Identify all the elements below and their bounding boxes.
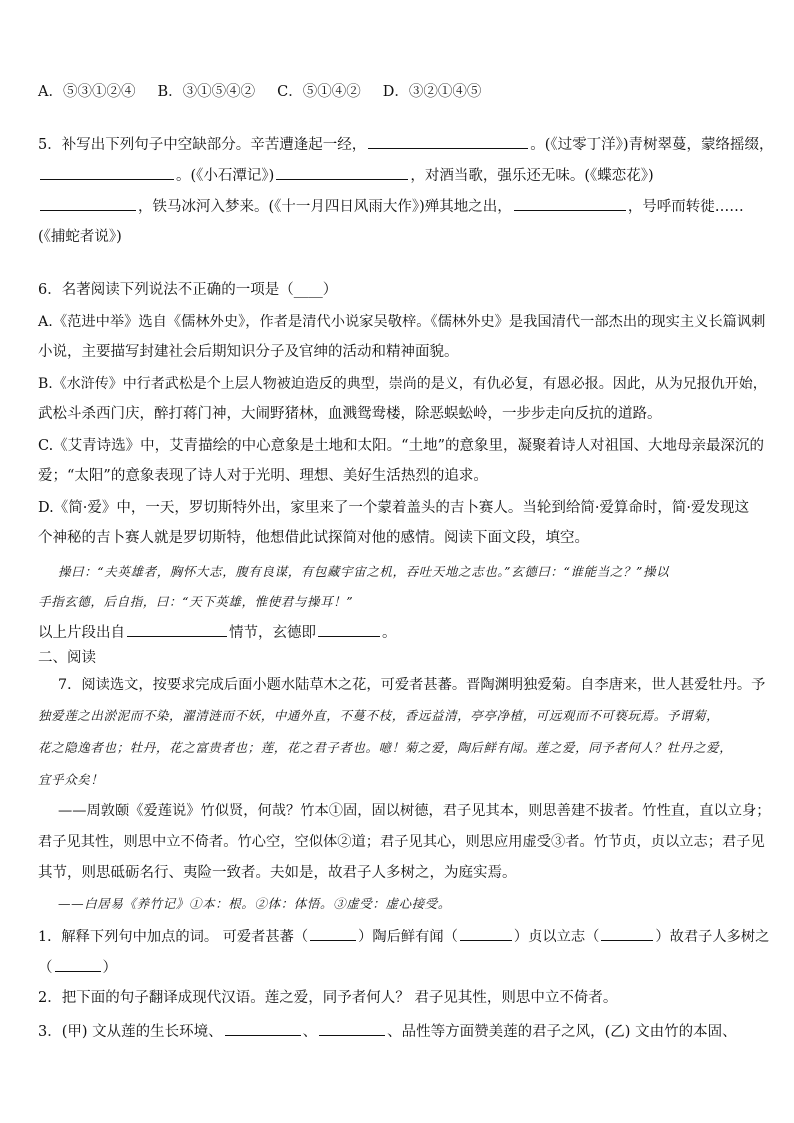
answer-blank[interactable] (40, 196, 136, 211)
sub2-line: 2．把下面的句子翻译成现代汉语。莲之爱，同予者何人？ 君子见其性，则思中立不倚者。 (38, 990, 618, 1006)
answer-blank[interactable] (55, 957, 101, 972)
q5-line-2: 。(《小石潭记》) ，对酒当歌，强乐还无味。(《蝶恋花》) (38, 165, 654, 186)
q6-option-c-1: C.《艾青诗选》中，艾青描绘的中心意象是土地和太阳。“土地”的意象里，凝聚着诗人对祖国、大地母亲最深沉的 (38, 438, 765, 454)
q7-line-5: ——周敦颐《爱莲说》竹似贤，何哉？竹本①固，固以树德，君子见其本，则思善建不拔者。竹性直，直以立身； (58, 803, 771, 819)
answer-blank[interactable] (460, 926, 512, 941)
q5-line-4: (《捕蛇者说》) (38, 229, 122, 245)
q6-stem: 6．名著阅读下列说法不正确的一项是（____） (38, 282, 338, 298)
q6-fill-line: 以上片段出自 情节，玄德即 。 (38, 622, 397, 643)
q7-line-3: 花之隐逸者也；牡丹，花之富贵者也；莲，花之君子者也。噫！菊之爱，陶后鲜有闻。莲之爱，同予者何人？牡丹之爱， (38, 740, 733, 755)
sub3-line: 3．(甲) 文从莲的生长环境、 、 、品性等方面赞美莲的君子之风，(乙) 文由竹的本固、 (38, 1021, 737, 1042)
answer-blank[interactable] (310, 926, 356, 941)
sub1-line-1: 1．解释下列句中加点的词。 可爱者甚蕃（ ）陶后鲜有闻（ ）贞以立志（ ）故君子人多树之 (38, 926, 769, 947)
answer-blank[interactable] (319, 1021, 385, 1036)
answer-blank[interactable] (368, 134, 528, 149)
q6-option-a-2: 小说，主要描写封建社会后期知识分子及官绅的活动和精神面貌。 (38, 344, 459, 360)
answer-blank[interactable] (225, 1021, 301, 1036)
answer-blank[interactable] (276, 165, 408, 180)
option-b: B．③①⑤④② (157, 84, 256, 100)
q7-line-7: 其节，则思砥砺名行、夷险一致者。夫如是，故君子人多树之，为庭实焉。 (38, 865, 517, 881)
q6-passage-1: 操曰：“夫英雄者，胸怀大志，腹有良谋，有包藏宇宙之机，吞吐天地之志也。”玄德曰：“谁能当之？”操以 (58, 564, 670, 579)
q5-line-3: ，铁马冰河入梦来。(《十一月四日风雨大作》)殚其地之出， ，号呼而转徙…… (38, 196, 744, 217)
q7-line-6: 君子见其性，则思中立不倚者。竹心空，空似体②道；君子见其心，则思应用虚受③者。竹节贞，贞以立志；君子见 (38, 834, 765, 850)
q6-passage-2: 手指玄德，后自指，曰：“天下英雄，惟使君与操耳！” (38, 594, 354, 609)
q6-option-c-2: 爱；“太阳”的意象表现了诗人对于光明、理想、美好生活热烈的追求。 (38, 468, 488, 484)
q6-option-d-2: 个神秘的吉卜赛人就是罗切斯特，他想借此试探简对他的感情。阅读下面文段，填空。 (38, 530, 589, 546)
sub1-line-2: （ ） (38, 957, 117, 978)
option-d: D．③②①④⑤ (382, 84, 482, 100)
q7-line-2: 独爱莲之出淤泥而不染，濯清涟而不妖，中通外直，不蔓不枝，香远益清，亭亭净植，可远观而不可亵玩焉。予谓菊， (38, 708, 720, 723)
q6-option-b-2: 武松斗杀西门庆，醉打蒋门神，大闹野猪林，血溅鸳鸯楼，除恶蜈蚣岭，一步步走向反抗的道路。 (38, 406, 662, 422)
option-c: C．⑤①④② (277, 84, 361, 100)
q6-option-d-1: D.《简·爱》中，一天，罗切斯特外出，家里来了一个蒙着盖头的吉卜赛人。当轮到给简·爱算命时，简·爱发现这 (38, 500, 750, 516)
q5-line-1: 5．补写出下列句子中空缺部分。辛苦遭逢起一经， 。(《过零丁洋》)青树翠蔓，蒙络摇缀， (38, 134, 774, 155)
q7-line-4: 宜乎众矣！ (38, 772, 104, 787)
option-a: A．⑤③①②④ (38, 84, 136, 100)
q7-notes: ——白居易《养竹记》①本：根。②体：体悟。③虚受：虚心接受。 (58, 896, 452, 911)
answer-blank[interactable] (514, 196, 626, 211)
q7-line-1: 7．阅读选文，按要求完成后面小题水陆草木之花，可爱者甚蕃。晋陶渊明独爱菊。自李唐来，世人甚爱牡丹。予 (58, 677, 766, 693)
answer-blank[interactable] (601, 926, 653, 941)
q6-option-b-1: B.《水浒传》中行者武松是个上层人物被迫造反的典型，崇尚的是义，有仇必复，有恩必报。因此，从为兄报仇开始， (38, 376, 767, 392)
q4-options (38, 82, 481, 102)
q6-option-a-1: A.《范进中举》选自《儒林外史》，作者是清代小说家吴敬梓。《儒林外史》是我国清代一部杰出的现实主义长篇讽刺 (38, 314, 766, 330)
answer-blank[interactable] (40, 165, 174, 180)
answer-blank[interactable] (318, 622, 380, 637)
section-heading: 二、阅读 (38, 650, 96, 666)
answer-blank[interactable] (127, 622, 227, 637)
